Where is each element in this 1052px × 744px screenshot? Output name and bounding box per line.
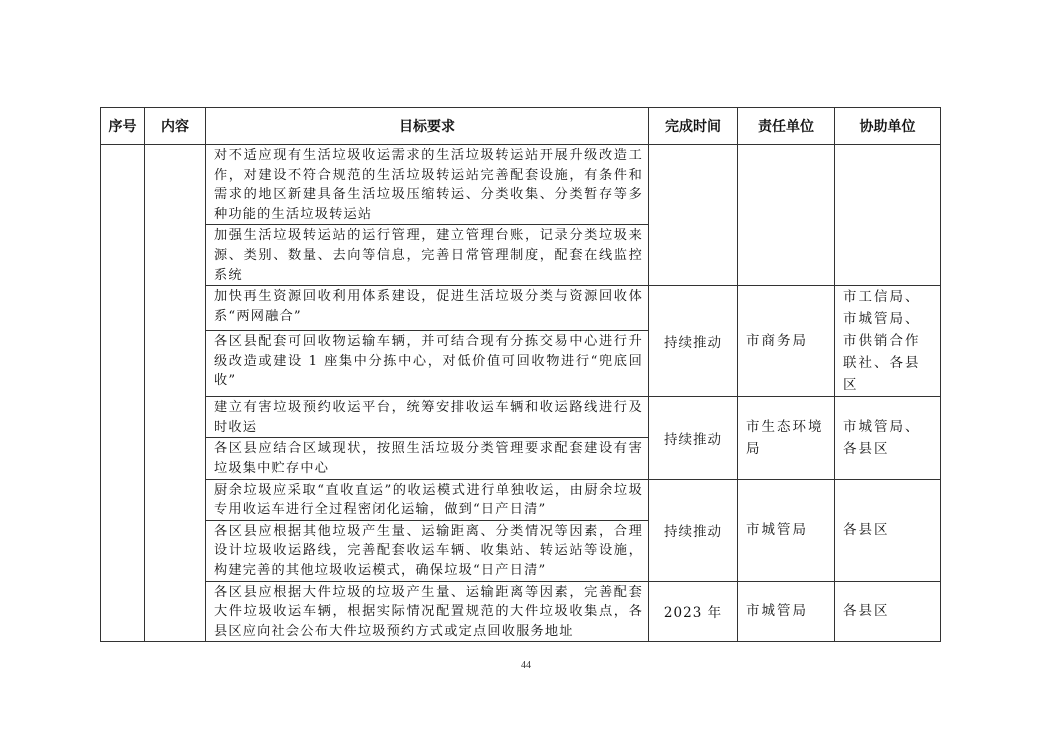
header-requirements: 目标要求 — [206, 108, 649, 145]
assisting-cell: 市城管局、各县区 — [835, 397, 941, 479]
responsible-cell: 市城管局 — [738, 479, 835, 581]
deadline-cell: 2023 年 — [649, 581, 738, 642]
header-content: 内容 — [145, 108, 206, 145]
content-cell — [145, 145, 206, 642]
requirement-cell: 建立有害垃圾预约收运平台，统筹安排收运车辆和收运路线进行及时收运 — [206, 397, 649, 438]
index-cell — [101, 145, 145, 642]
responsible-cell: 市城管局 — [738, 581, 835, 642]
table-row — [101, 397, 941, 438]
header-assisting: 协助单位 — [835, 108, 941, 145]
header-index: 序号 — [101, 108, 145, 145]
header-deadline: 完成时间 — [649, 108, 738, 145]
requirement-cell: 厨余垃圾应采取“直收直运”的收运模式进行单独收运，由厨余垃圾专用收运车进行全过程密闭化运输，做到“日产日清” — [206, 479, 649, 520]
table-header-row — [101, 108, 941, 145]
table-row — [101, 581, 941, 642]
task-table — [100, 107, 941, 642]
table-row — [101, 479, 941, 520]
requirement-cell: 对不适应现有生活垃圾收运需求的生活垃圾转运站开展升级改造工作，对建设不符合规范的生活垃圾转运站完善配套设施，有条件和需求的地区新建具备生活垃圾压缩转运、分类收集、分类暂存等多种功能的生活垃圾转运站 — [206, 145, 649, 225]
assisting-cell: 各县区 — [835, 479, 941, 581]
table-row — [101, 286, 941, 331]
requirement-cell: 加快再生资源回收利用体系建设，促进生活垃圾分类与资源回收体系“两网融合” — [206, 286, 649, 331]
table-row — [101, 145, 941, 225]
responsible-cell: 市生态环境局 — [738, 397, 835, 479]
assisting-cell — [835, 145, 941, 286]
deadline-cell: 持续推动 — [649, 286, 738, 397]
assisting-cell: 市工信局、市城管局、市供销合作联社、各县区 — [835, 286, 941, 397]
requirement-cell: 各区县应根据大件垃圾的垃圾产生量、运输距离等因素，完善配套大件垃圾收运车辆，根据实际情况配置规范的大件垃圾收集点，各县区应向社会公布大件垃圾预约方式或定点回收服务地址 — [206, 581, 649, 642]
deadline-cell: 持续推动 — [649, 397, 738, 479]
header-responsible: 责任单位 — [738, 108, 835, 145]
responsible-cell: 市商务局 — [738, 286, 835, 397]
deadline-cell — [649, 145, 738, 286]
responsible-cell — [738, 145, 835, 286]
requirement-cell: 各区县配套可回收物运输车辆，并可结合现有分拣交易中心进行升级改造或建设 1 座集中分拣中心，对低价值可回收物进行“兜底回收” — [206, 330, 649, 396]
page-number: 44 — [521, 660, 531, 671]
requirement-cell: 各区县应结合区域现状，按照生活垃圾分类管理要求配套建设有害垃圾集中贮存中心 — [206, 438, 649, 479]
assisting-cell: 各县区 — [835, 581, 941, 642]
deadline-cell: 持续推动 — [649, 479, 738, 581]
requirement-cell: 各区县应根据其他垃圾产生量、运输距离、分类情况等因素，合理设计垃圾收运路线，完善配套收运车辆、收集站、转运站等设施，构建完善的其他垃圾收运模式，确保垃圾“日产日清” — [206, 520, 649, 581]
requirement-cell: 加强生活垃圾转运站的运行管理，建立管理台账，记录分类垃圾来源、类别、数量、去向等信息，完善日常管理制度，配套在线监控系统 — [206, 225, 649, 286]
